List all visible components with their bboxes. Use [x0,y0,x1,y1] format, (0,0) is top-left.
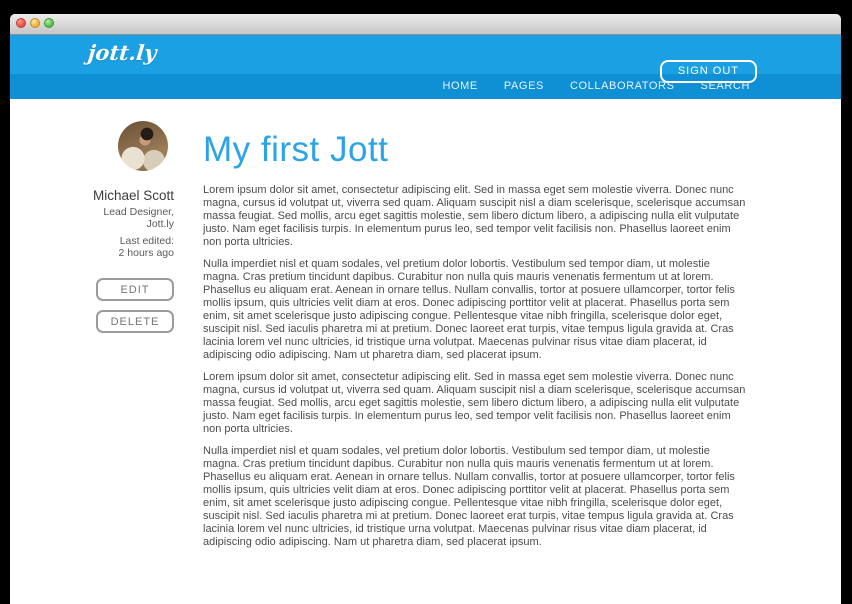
minimize-icon[interactable] [30,18,40,28]
nav-item-search[interactable]: SEARCH [700,80,750,92]
window-titlebar [10,14,841,35]
app-header [10,35,841,77]
page-title: My first Jott [203,130,389,169]
page-content [10,99,841,604]
author-role-line1: Lead Designer, [103,206,174,218]
last-edited-label: Last edited: [119,235,174,247]
article-paragraph: Nulla imperdiet nisl et quam sodales, vel pretium dolor lobortis. Vestibulum sed tempor diam, ut molestie magna. Cras pretium tincidunt dapibus. Curabitur non nulla quis mauris venenatis fermentum ut at lorem. Phasellus eu aliquam erat. Aenean in ornare tellus. Nullam convallis, tortor at posuere ullamcorper, tortor felis mollis ipsum, quis ultricies velit diam at eros. Donec adipiscing porttitor velit at placerat. Phasellus porta sem enim, sit amet scelerisque justo adipiscing congue. Pellentesque vitae nibh fringilla, scelerisque dolor eget, suscipit nisl. Sed iaculis pharetra mi at pretium. Donec laoreet erat turpis, vitae tempus ligula gravida at. Cras lacinia lorem vel nunc ultricies, id tristique urna volutpat. Maecenas pulvinar risus vitae diam placerat, id adipiscing odio adipiscing. Nam ut pharetra diam, sed placerat ipsum. [203,445,735,548]
close-icon[interactable] [16,18,26,28]
author-info [50,188,174,259]
nav-item-collaborators[interactable]: COLLABORATORS [569,80,675,92]
jott-article [203,99,746,558]
nav-item-pages[interactable]: PAGES [503,80,544,92]
edit-button[interactable]: EDIT [96,278,174,301]
author-name: Michael Scott [92,188,174,203]
nav-item-home[interactable]: HOME [442,80,478,92]
article-paragraph: Nulla imperdiet nisl et quam sodales, vel pretium dolor lobortis. Vestibulum sed tempor diam, ut molestie magna. Cras pretium tincidunt dapibus. Curabitur non nulla quis mauris venenatis fermentum ut at lorem. Phasellus eu aliquam erat. Aenean in ornare tellus. Nullam convallis, tortor at posuere ullamcorper, tortor felis mollis ipsum, quis ultricies velit diam at eros. Donec adipiscing porttitor velit at placerat. Phasellus porta sem enim, sit amet scelerisque justo adipiscing congue. Pellentesque vitae nibh fringilla, scelerisque dolor eget, suscipit nisl. Sed iaculis pharetra mi at pretium. Donec laoreet erat turpis, vitae tempus ligula gravida at. Cras lacinia lorem vel nunc ultricies, id tristique urna volutpat. Maecenas pulvinar risus vitae diam placerat, id adipiscing odio adipiscing. Nam ut pharetra diam, sed placerat ipsum. [203,258,735,361]
article-paragraph: Lorem ipsum dolor sit amet, consectetur adipiscing elit. Sed in massa eget sem molestie viverra. Donec nunc magna, cursus id volutpat ut, viverra sed quam. Aliquam suscipit nisl a diam scelerisque, scelerisque accumsan massa feugiat. Sed mollis, arcu eget sagittis molestie, sem libero dictum libero, a adipiscing nulla elit vulputate justo. Nam eget facilisis turpis. In elementum purus leo, sed tempor velit facilisis non. Phasellus laoreet enim non porta ultricies. [203,184,746,248]
window-controls [16,18,54,28]
author-role-line2: Jott.ly [146,218,174,230]
article-paragraph: Lorem ipsum dolor sit amet, consectetur adipiscing elit. Sed in massa eget sem molestie viverra. Donec nunc magna, cursus id volutpat ut, viverra sed quam. Aliquam suscipit nisl a diam scelerisque, scelerisque accumsan massa feugiat. Sed mollis, arcu eget sagittis molestie, sem libero dictum libero, a adipiscing nulla elit vulputate justo. Nam eget facilisis turpis. In elementum purus leo, sed tempor velit facilisis non. Phasellus laoreet enim non porta ultricies. [203,371,746,435]
sign-out-button[interactable]: SIGN OUT [660,60,757,83]
delete-button[interactable]: DELETE [96,310,174,333]
browser-window [10,14,841,604]
jottly-logo[interactable]: jott.ly [86,40,158,65]
avatar [118,121,168,171]
zoom-icon[interactable] [44,18,54,28]
last-edited-time: 2 hours ago [118,247,174,259]
